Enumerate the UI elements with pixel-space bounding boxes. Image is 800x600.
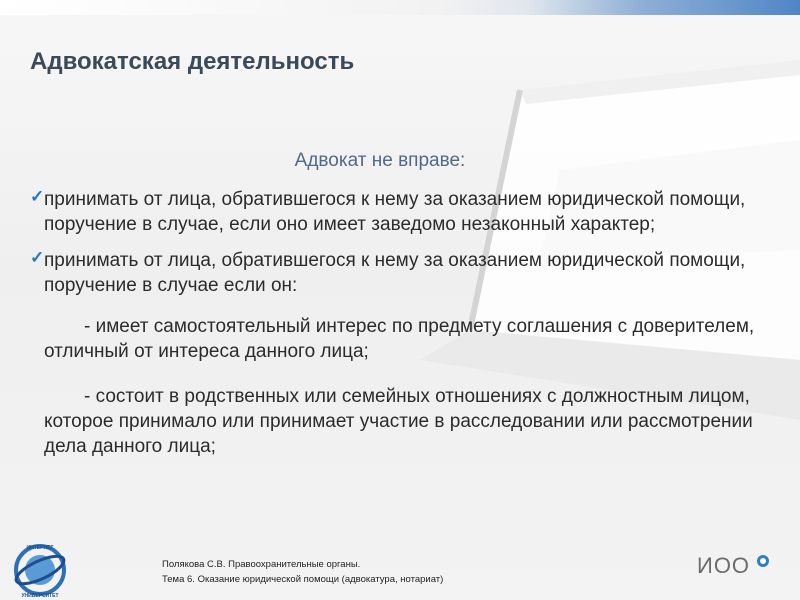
slide-subheading: Адвокат не вправе: — [294, 150, 466, 171]
svg-text:ИНТЕРНЕТ: ИНТЕРНЕТ — [26, 545, 54, 551]
checkmark-icon: ✓ — [30, 248, 45, 267]
slide-content — [30, 187, 770, 479]
footer-credits — [162, 557, 443, 587]
checkmark-icon: ✓ — [30, 187, 45, 206]
bullet-text: принимать от лица, обратившегося к нему за оказанием юридической помощи, поручение в случае, если оно имеет заведомо незаконный характер; — [44, 189, 746, 235]
svg-text:УНИВЕРСИТЕТ: УНИВЕРСИТЕТ — [21, 593, 59, 599]
sub-item: - имеет самостоятельный интерес по предмету соглашения с доверителем, отличный от интереса данного лица; — [44, 316, 755, 362]
ioo-logo — [697, 553, 771, 579]
ioo-logo-mark — [755, 553, 771, 569]
internet-university-logo — [10, 540, 70, 600]
footer-line-2: Тема 6. Оказание юридической помощи (адвокатура, нотариат) — [162, 574, 444, 585]
top-accent-bar — [0, 0, 800, 15]
bullet-item — [30, 248, 770, 298]
footer-line-1: Полякова С.В. Правоохранительные органы. — [162, 559, 361, 570]
bullet-text: принимать от лица, обратившегося к нему за оказанием юридической помощи, поручение в случае если он: — [44, 250, 746, 296]
bullet-item — [30, 187, 770, 237]
ioo-logo-text: ИОО — [697, 553, 751, 578]
sub-item: - состоит в родственных или семейных отношениях с должностным лицом, которое принимало или принимает участие в расследовании или рассмотрении дела данного лица; — [44, 386, 753, 457]
slide-title: Адвокатская деятельность — [30, 48, 355, 75]
